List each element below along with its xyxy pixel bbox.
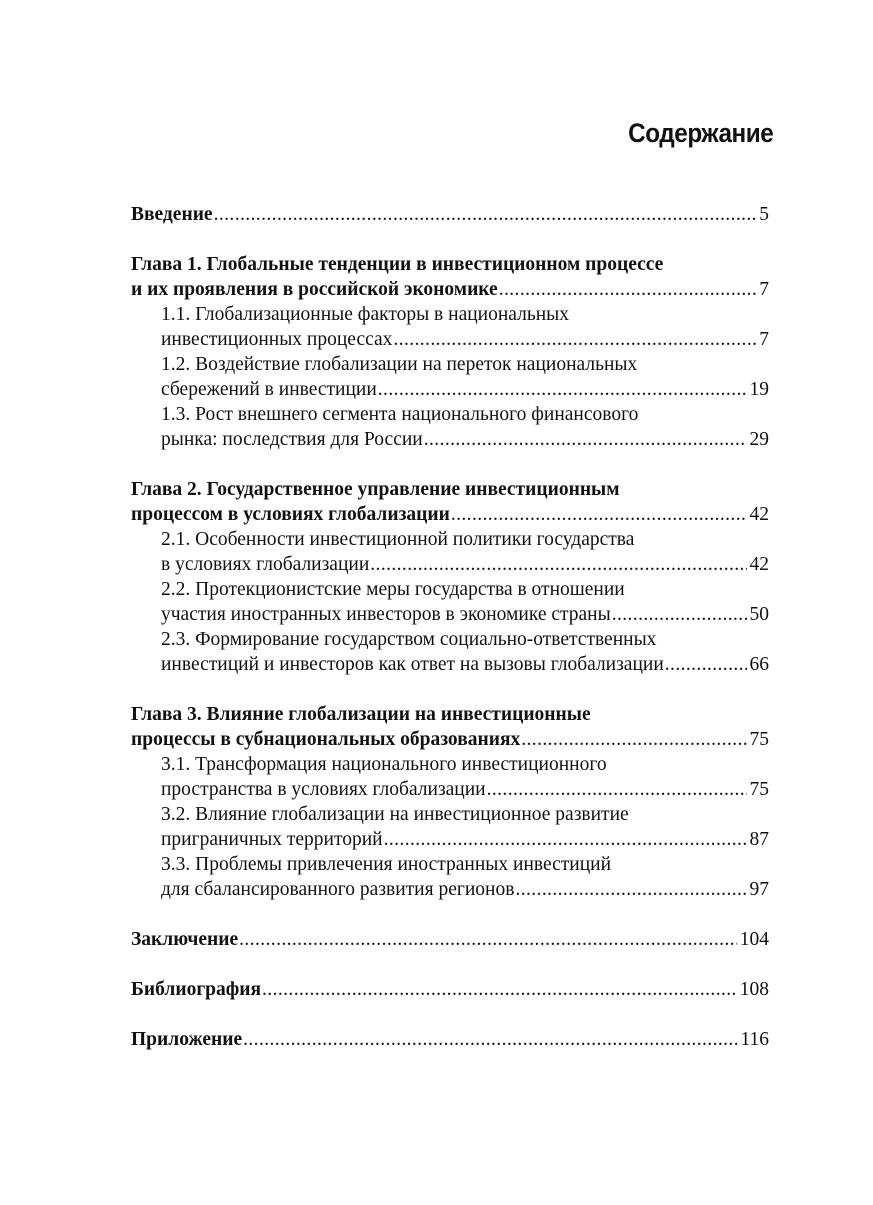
dot-leader <box>521 727 746 752</box>
dot-leader <box>378 377 747 402</box>
toc-section-1-2[interactable] <box>131 352 769 402</box>
toc-page-number: 87 <box>749 829 769 850</box>
toc-chapter-2[interactable] <box>131 477 769 527</box>
toc-page-number: 75 <box>749 779 769 800</box>
section-title-line: сбережений в инвестиции <box>161 379 377 400</box>
toc-section-2-3[interactable] <box>131 627 769 677</box>
dot-leader <box>239 927 737 952</box>
chapter-title-line: Глава 2. Государственное управление инвестиционным <box>131 479 620 500</box>
toc-page-number: 42 <box>749 554 769 575</box>
dot-leader <box>424 427 747 452</box>
dot-leader <box>393 327 756 352</box>
toc-page-number: 7 <box>759 329 769 350</box>
section-title-line: для сбалансированного развития регионов <box>161 879 515 900</box>
section-title-line: приграничных территорий <box>161 829 383 850</box>
toc-entry-label: Заключение <box>131 929 239 950</box>
section-title-line: пространства в условиях глобализации <box>161 779 486 800</box>
toc-section-3-1[interactable] <box>131 752 769 802</box>
toc-page-number: 75 <box>749 729 769 750</box>
toc-section-2-1[interactable] <box>131 527 769 577</box>
section-title-line: 3.3. Проблемы привлечения иностранных инвестиций <box>161 854 612 875</box>
section-title-line: участия иностранных инвесторов в экономике страны <box>161 604 611 625</box>
section-title-line: 3.2. Влияние глобализации на инвестиционное развитие <box>161 804 629 825</box>
dot-leader <box>243 1027 737 1052</box>
section-title-line: 1.1. Глобализационные факторы в национальных <box>161 304 570 325</box>
toc-section-3-2[interactable] <box>131 802 769 852</box>
toc-page-number: 108 <box>739 979 769 1000</box>
chapter-title-line: Глава 3. Влияние глобализации на инвестиционные <box>131 704 591 725</box>
toc-entry-label: Приложение <box>131 1029 243 1050</box>
dot-leader <box>665 652 747 677</box>
section-title-line: инвестиций и инвесторов как ответ на вызовы глобализации <box>161 654 664 675</box>
toc-page-number: 66 <box>749 654 769 675</box>
dot-leader <box>370 552 746 577</box>
toc-page-number: 42 <box>749 504 769 525</box>
toc-entry-label: Введение <box>131 204 213 225</box>
toc-entry-appendix[interactable] <box>131 1027 769 1052</box>
section-title-line: рынка: последствия для России <box>161 429 423 450</box>
dot-leader <box>487 777 747 802</box>
toc-page-number: 29 <box>749 429 769 450</box>
section-title-line: 2.3. Формирование государством социально-ответственных <box>161 629 657 650</box>
table-of-contents <box>131 202 769 1052</box>
chapter-title-line: процессом в условиях глобализации <box>131 504 450 525</box>
toc-section-1-3[interactable] <box>131 402 769 452</box>
page-title: Содержание <box>627 118 773 148</box>
toc-page-number: 116 <box>740 1029 769 1050</box>
section-title-line: 1.2. Воздействие глобализации на переток национальных <box>161 354 638 375</box>
dot-leader <box>499 277 757 302</box>
toc-section-3-3[interactable] <box>131 852 769 902</box>
toc-entry-introduction[interactable] <box>131 202 769 227</box>
section-title-line: инвестиционных процессах <box>161 329 393 350</box>
toc-page-number: 5 <box>759 204 769 225</box>
toc-page-number: 19 <box>749 379 769 400</box>
dot-leader <box>612 602 747 627</box>
section-title-line: 2.2. Протекционистские меры государства в отношении <box>161 579 625 600</box>
toc-section-1-1[interactable] <box>131 302 769 352</box>
toc-page-number: 7 <box>759 279 769 300</box>
dot-leader <box>214 202 757 227</box>
section-title-line: в условиях глобализации <box>161 554 370 575</box>
toc-entry-bibliography[interactable] <box>131 977 769 1002</box>
dot-leader <box>384 827 747 852</box>
toc-page-number: 104 <box>739 929 769 950</box>
toc-entry-label: Библиография <box>131 979 262 1000</box>
section-title-line: 2.1. Особенности инвестиционной политики государства <box>161 529 635 550</box>
toc-chapter-1[interactable] <box>131 252 769 302</box>
section-title-line: 1.3. Рост внешнего сегмента национального финансового <box>161 404 639 425</box>
section-title-line: 3.1. Трансформация национального инвестиционного <box>161 754 607 775</box>
chapter-title-line: и их проявления в российской экономике <box>131 279 498 300</box>
chapter-title-line: Глава 1. Глобальные тенденции в инвестиционном процессе <box>131 254 664 275</box>
toc-page-number: 97 <box>749 879 769 900</box>
dot-leader <box>451 502 747 527</box>
chapter-title-line: процессы в субнациональных образованиях <box>131 729 521 750</box>
toc-chapter-3[interactable] <box>131 702 769 752</box>
dot-leader <box>515 877 746 902</box>
dot-leader <box>262 977 737 1002</box>
toc-entry-conclusion[interactable] <box>131 927 769 952</box>
toc-section-2-2[interactable] <box>131 577 769 627</box>
toc-page-number: 50 <box>749 604 769 625</box>
